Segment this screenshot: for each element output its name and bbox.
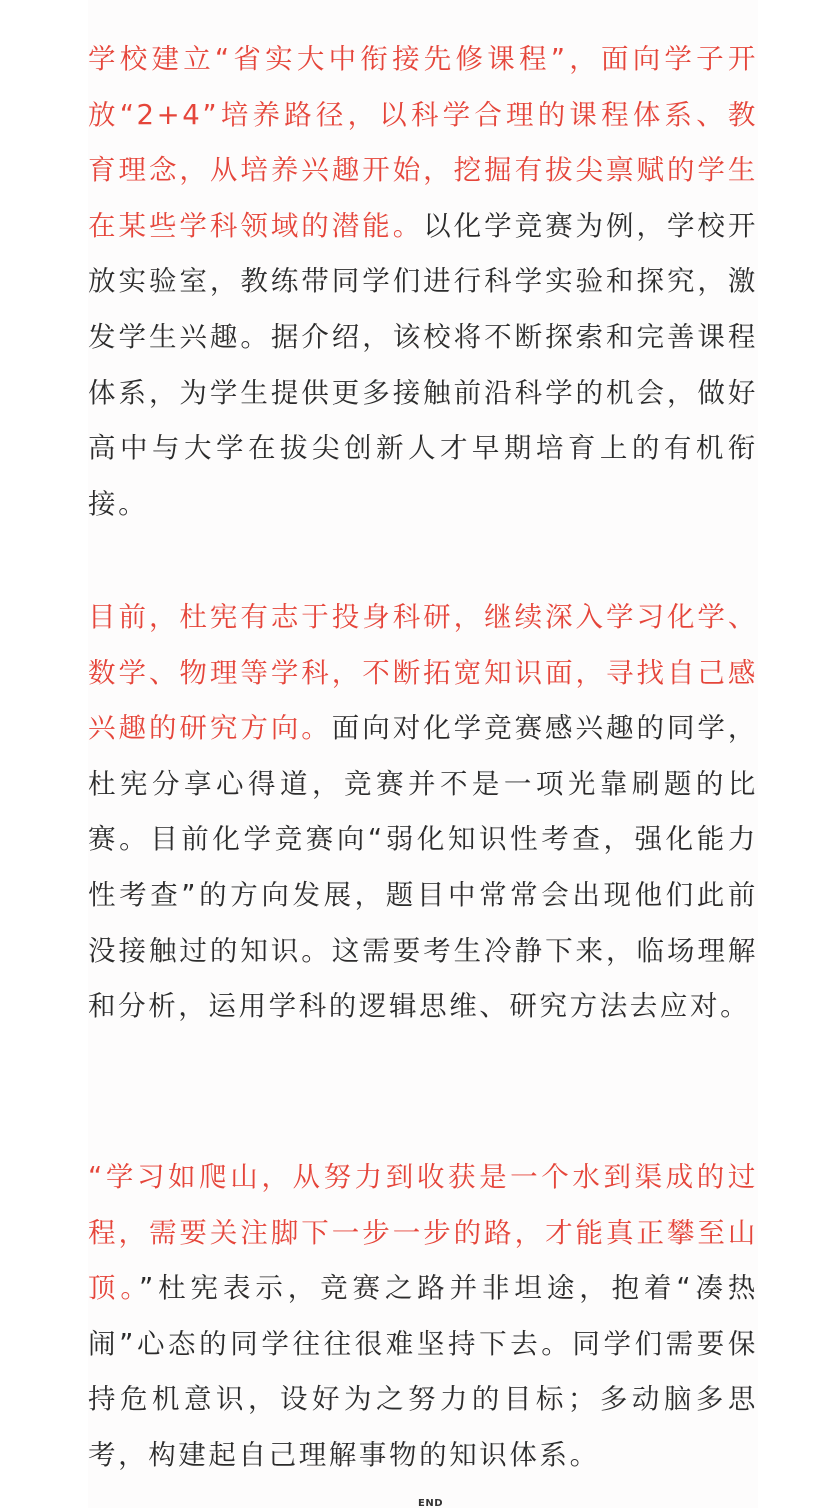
article-paragraph: [88, 32, 758, 532]
article-paragraph: [88, 1150, 758, 1484]
highlighted-text: 目前，杜宪有志于投身科研，继续深入学习化学、数学、物理等学科，不断拓宽知识面，寻找自己感兴趣的研究方向。: [88, 601, 758, 745]
paragraph-text: 面向对化学竞赛感兴趣的同学，杜宪分享心得道，竞赛并不是一项光靠刷题的比赛。目前化学竞赛向“弱化知识性考查，强化能力性考查”的方向发展，题目中常常会出现他们此前没接触过的知识。这需要考生冷静下来，临场理解和分析，运用学科的逻辑思维、研究方法去应对。: [88, 712, 758, 1023]
article-paragraph: [88, 590, 758, 1035]
end-marker: END: [418, 1498, 444, 1509]
paragraph-text: ”杜宪表示，竞赛之路并非坦途，抱着“凑热闹”心态的同学往往很难坚持下去。同学们需要保持危机意识，设好为之努力的目标；多动脑多思考，构建起自己理解事物的知识体系。: [88, 1272, 758, 1471]
highlighted-text: “学习如爬山，从努力到收获是一个水到渠成的过程，需要关注脚下一步一步的路，才能真正攀至山顶。: [88, 1161, 758, 1305]
paragraph-text: 以化学竞赛为例，学校开放实验室，教练带同学们进行科学实验和探究，激发学生兴趣。据介绍，该校将不断探索和完善课程体系，为学生提供更多接触前沿科学的机会，做好高中与大学在拔尖创新人才早期培育上的有机衔接。: [88, 209, 758, 520]
highlighted-text: 学校建立“省实大中衔接先修课程”，面向学子开放“2+4”培养路径，以科学合理的课程体系、教育理念，从培养兴趣开始，挖掘有拔尖禀赋的学生在某些学科领域的潜能。: [88, 43, 758, 242]
article-body: [88, 0, 758, 1508]
